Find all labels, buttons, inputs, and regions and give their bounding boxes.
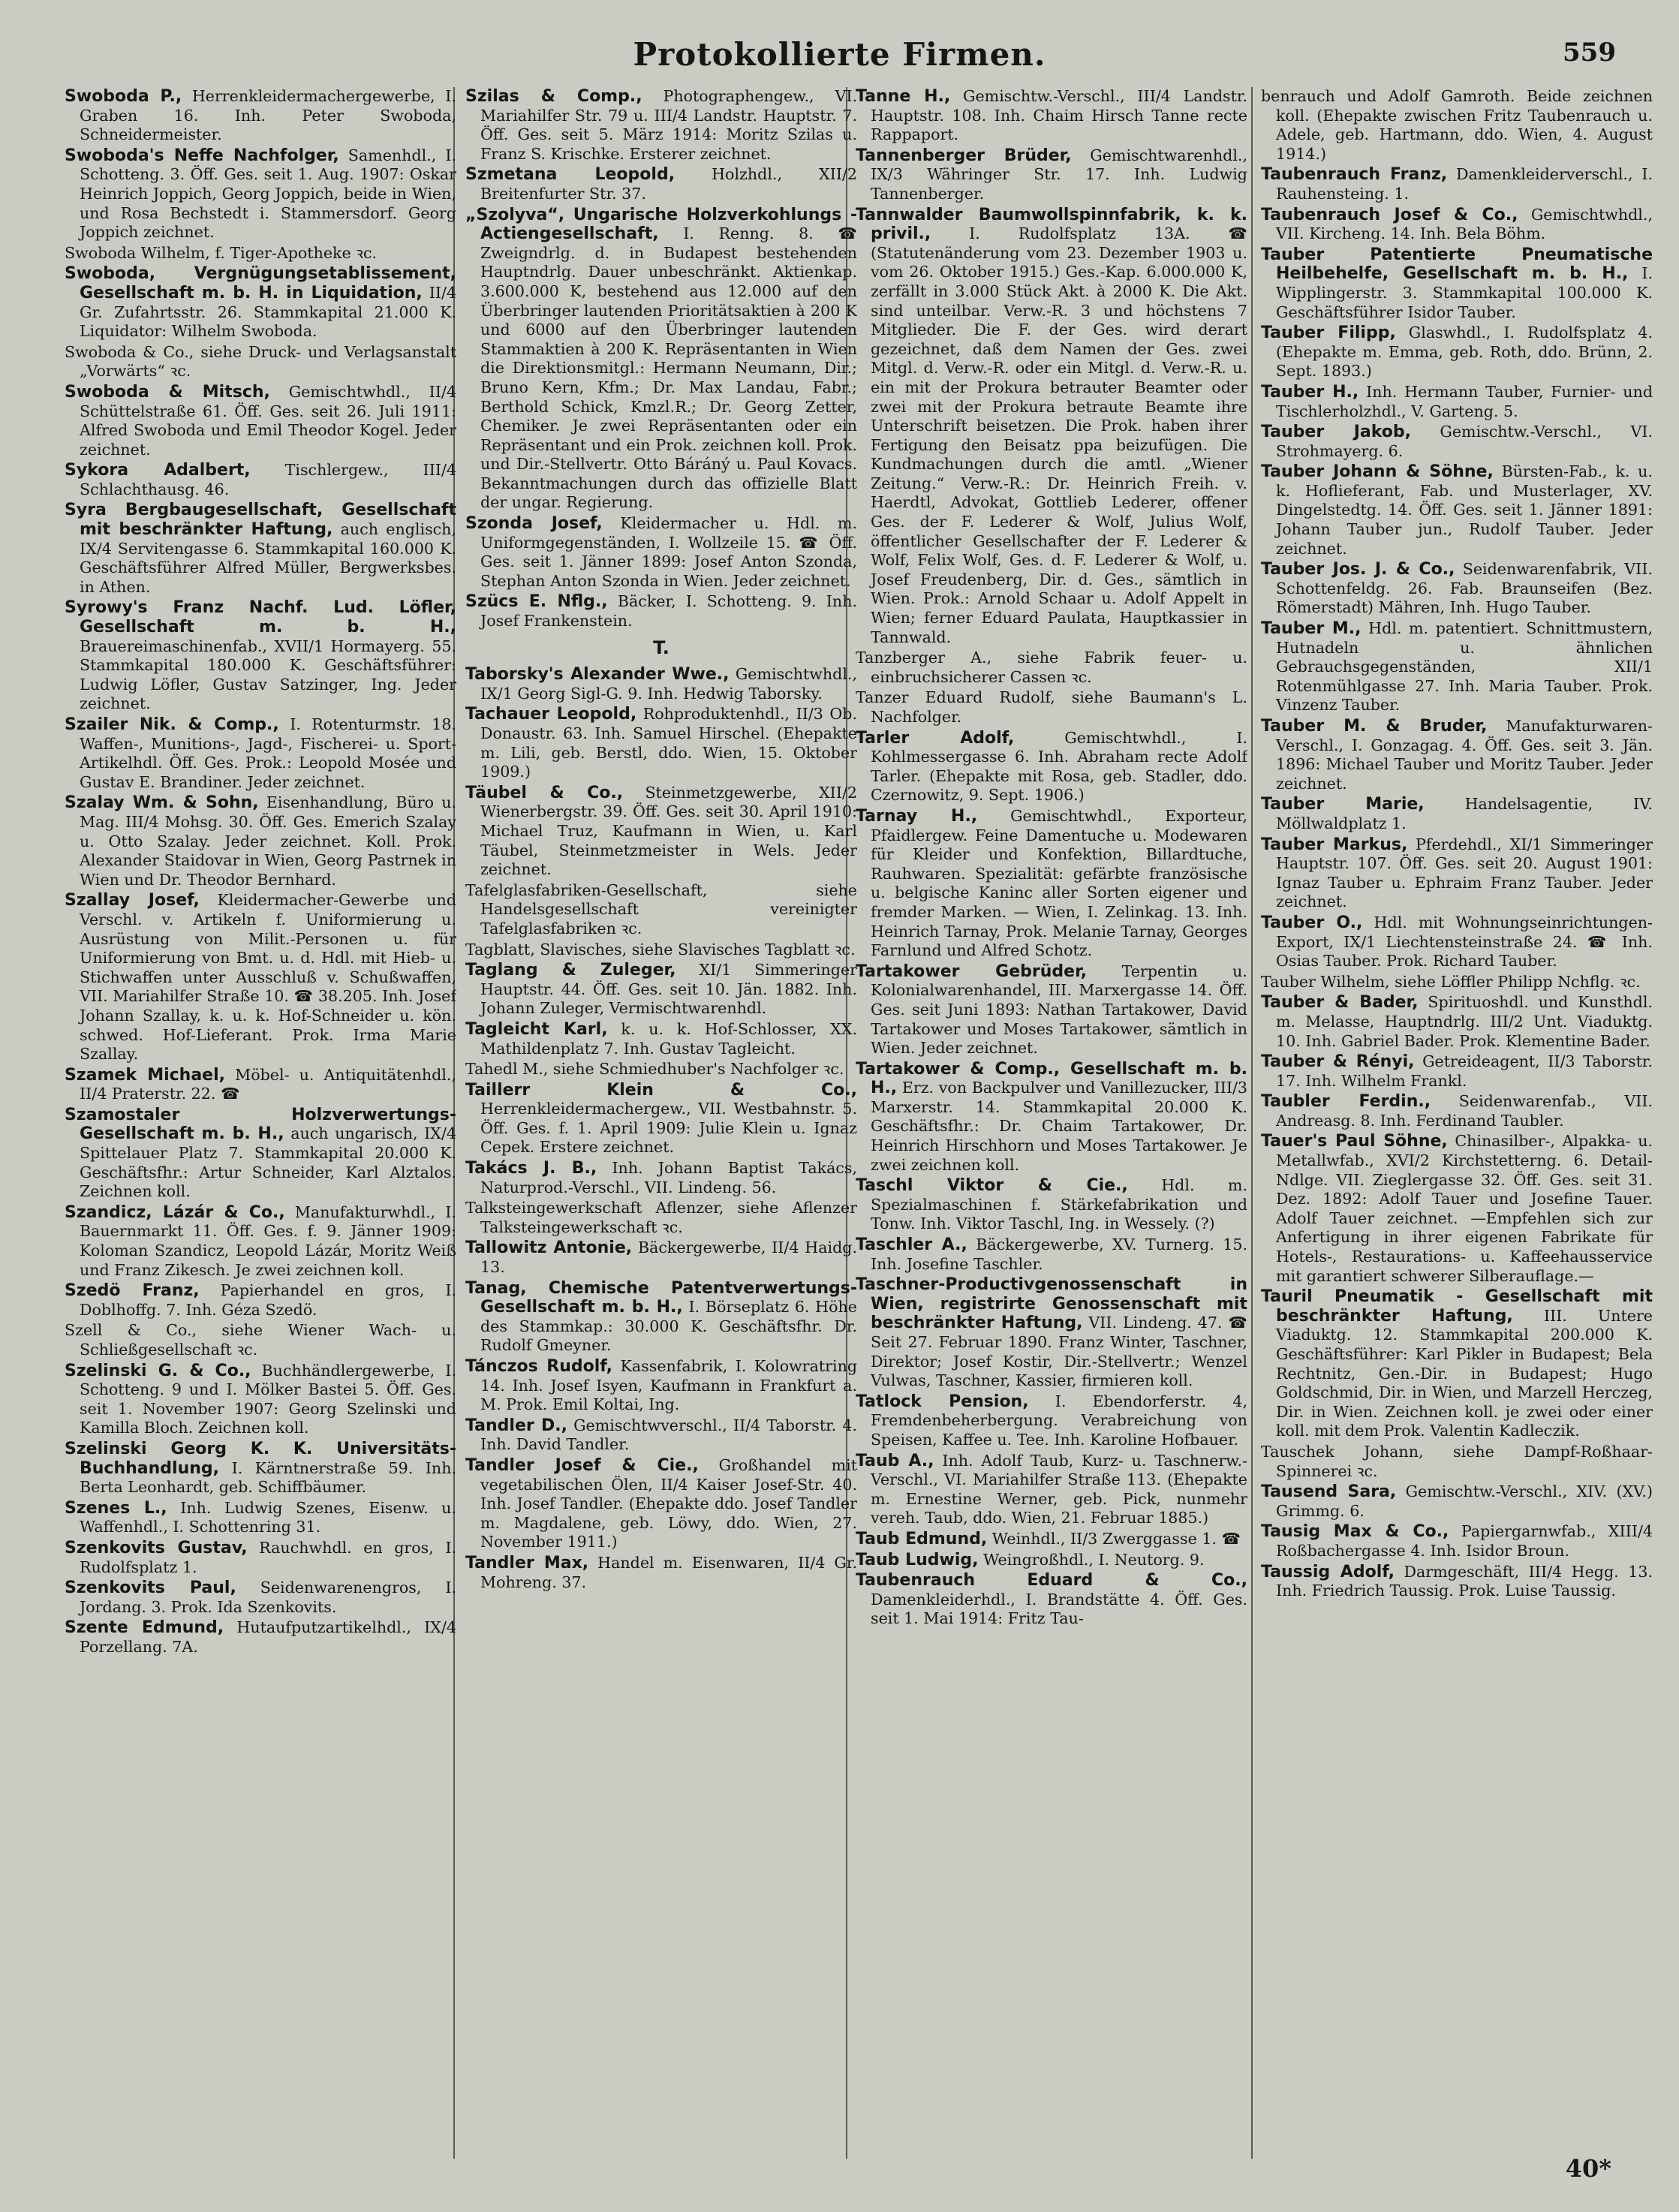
firm-entry [1261,1092,1653,1130]
firm-entry [65,383,456,459]
firm-name: Tauschek Johann, [1261,1442,1424,1461]
firm-entry [1261,206,1653,244]
firm-details: auch ungarisch, IX/4 Spittelauer Platz 7. Stammkapital 20.000 K. Geschäftsfhr.: Artur Schneider, Karl Alztalos. Zeichnen koll. [80,1124,456,1201]
firm-entry [1261,462,1653,558]
firm-name: Tafelglasfabriken-Gesellschaft, [465,880,708,899]
firm-details: Gemischtwhdl., Exporteur, Pfaidlergew. Feine Damentuche u. Modewaren für Kleider und Konfektion, Billardtuche, Rauhwaren. Spezialität: gefärbte französische u. belgische Kaninc aller Sorten eigener und fremder Marken. — Wien, I. Zelinkag. 13. Inh. Heinrich Tarnay, Prok. Melanie Tarnay, Georges Farnlund und Alfred Schotz. [871,806,1247,960]
firm-details: Tischlergew., III/4 Schlachthausg. 46. [80,461,456,498]
firm-entry [856,206,1247,648]
firm-name: Szilas & Comp., [465,87,642,106]
firm-details: I. Ebendorferstr. 4, Fremdenbeherbergung. Verabreichung von Speisen, Kaffee u. Tee. Inh. Karoline Hofbauer. [871,1392,1247,1449]
firm-details: benrauch und Adolf Gamroth. Beide zeichnen koll. (Ehepakte zwischen Fritz Taubenrauch u. Adele, geb. Hartmann, ddo. Wien, 4. August 1914.) [1261,87,1653,163]
firm-name: Tauber Wilhelm, [1261,972,1390,991]
firm-entry [856,688,1247,727]
firm-details: Handelsagentie, IV. Möllwaldplatz 1. [1276,795,1653,832]
firm-name: Swoboda P., [65,87,182,106]
firm-details: Bäckergewerbe, XV. Turnerg. 15. Inh. Josefine Taschler. [871,1235,1247,1273]
firm-entry [465,1199,857,1237]
firm-name: Swoboda Wilhelm, [65,243,210,262]
firm-details: Kleidermacher-Gewerbe und Verschl. v. Artikeln f. Uniformierung u. Ausrüstung von Milit.-Personen u. für Uniformierung von Bmt. u. d. Hdl. mit Hieb- u. Stichwaffen unter Ausschluß v. Schußwaffen, VII. Mariahilfer Straße 10. ☎ 38.205. Inh. Josef Johann Szallay, k. u. k. Hof-Schneider u. kön. schwed. Hof-Lieferant. Prok. Irma Marie Szallay. [80,891,456,1064]
firm-entry [1261,87,1653,164]
firm-entry [465,784,857,880]
signature-mark: 40* [1565,2154,1611,2183]
firm-name: Tartakower & Comp., Gesellschaft m. b. H., [856,1059,1247,1098]
firm-details: Manufakturwaren-Verschl., I. Gonzagag. 4. Öff. Ges. seit 3. Jän. 1896: Michael Tauber und Moritz Tauber. Jeder zeichnet. [1276,717,1653,793]
firm-entry [1261,1482,1653,1521]
firm-details: Holzhdl., XII/2 Breitenfurter Str. 37. [480,165,857,203]
firm-entry [465,206,857,513]
firm-entry [465,1279,857,1356]
firm-name: Szücs E. Nflg., [465,592,608,612]
firm-details: Inh. Ludwig Szenes, Eisenw. u. Waffenhdl., I. Schottenring 31. [80,1498,456,1536]
firm-entry [65,1618,456,1657]
firm-name: Tagleicht Karl, [465,1019,608,1039]
firm-details: Bäcker, I. Schotteng. 9. Inh. Josef Frankenstein. [480,592,857,630]
firm-details: Spirituoshdl. und Kunsthdl. m. Melasse, Hauptndrlg. III/2 Unt. Viaduktg. 10. Inh. Gabriel Bader. Prok. Klementine Bader. [1276,993,1653,1050]
firm-name: Szalay Wm. & Sohn, [65,793,259,813]
firm-details: f. Tiger-Apotheke ꝛc. [215,243,378,262]
firm-entry [65,1499,456,1537]
firm-entry [856,1571,1247,1629]
firm-name: Szenes L., [65,1498,167,1518]
firm-entry [856,962,1247,1058]
firm-entry [1261,165,1653,203]
firm-name: Taub A., [856,1451,934,1470]
firm-entry [465,665,857,703]
firm-details: Chinasilber-, Alpakka- u. Metallwfab., XVI/2 Kirchstetterng. 6. Detail-Ndlge. VII. Zieglergasse 32. Öff. Ges. seit 31. Dez. 1892: Adolf Tauer und Josefine Tauer. Adolf Tauer zeichnet. —Empfehlen sich zur Anfertigung in ihrer eigenen Fabrikate für Hotels-, Restaurations- u. Kaffeehausservice mit garantiert schwerer Silberauflage.— [1276,1132,1653,1285]
firm-details: Bürsten-Fab., k. u. k. Hoflieferant, Fab. und Musterlager, XV. Dingelstedtg. 14. Öff. Ges. seit 1. Jänner 1891: Johann Tauber jun., Rudolf Tauber. Jeder zeichnet. [1276,462,1653,558]
firm-entry [1261,993,1653,1051]
firm-entry [856,87,1247,145]
firm-entry [65,461,456,499]
firm-details: Hdl. mit Wohnungseinrichtungen-Export, IX/1 Liechtensteinstraße 24. ☎ Inh. Osias Tauber. Prok. Richard Tauber. [1276,913,1653,971]
firm-name: Szamostaler Holzverwertungs-Gesellschaft m. b. H., [65,1105,456,1144]
firm-entry [65,1440,456,1497]
firm-name: Taubler Ferdin., [1261,1092,1431,1112]
firm-name: Tatlock Pension, [856,1392,1029,1411]
firm-name: Tausend Sara, [1261,1482,1397,1502]
firm-entry [1261,619,1653,715]
firm-details: Steinmetzgewerbe, XII/2 Wienerbergstr. 39. Öff. Ges. seit 30. April 1910: Michael Truz, Kaufmann in Wien, u. Karl Täubel, Steinmetzmeister in Wels. Jeder zeichnet. [480,783,857,879]
firm-name: Taubenrauch Eduard & Co., [856,1571,1247,1591]
firm-details: Gemischtwverschl., II/4 Taborstr. 4. Inh. David Tandler. [480,1416,857,1454]
firm-name: Tauber Johann & Söhne, [1261,462,1494,482]
firm-name: Taub Edmund, [856,1529,988,1548]
firm-entry [65,501,456,597]
firm-name: Taussig Adolf, [1261,1562,1395,1582]
firm-name: Swoboda & Co., [65,342,194,361]
firm-details: Handel m. Eisenwaren, II/4 Gr. Mohreng. 37. [480,1553,857,1591]
firm-details: Großhandel mit vegetabilischen Ölen, II/4 Kaiser Josef-Str. 40. Inh. Josef Tandler. (Ehepakte ddo. Josef Tandler m. Magdalene, geb. Löwy, ddo. Wien, 27. November 1911.) [480,1455,857,1551]
firm-details: siehe Fabrik feuer- u. einbruchsicherer Cassen ꝛc. [871,649,1247,686]
firm-entry [1261,423,1653,461]
firm-entry [856,1176,1247,1234]
firm-entry [465,1020,857,1058]
firm-name: Tanzberger A., [856,649,992,667]
firm-name: Tauber Jos. J. & Co., [1261,560,1455,579]
firm-name: Szandicz, Lázár & Co., [65,1202,285,1222]
firm-details: Gemischtw.-Verschl., XIV. (XV.) Grimmg. 6. [1276,1482,1653,1520]
firm-details: Seidenwarenengros, I. Jordang. 3. Prok. Ida Szenkovits. [80,1578,456,1616]
firm-details: k. u. k. Hof-Schlosser, XX. Mathildenplatz 7. Inh. Gustav Tagleicht. [480,1019,857,1058]
column-4 [1261,87,1653,2151]
firm-details: Herrenkleidermachergewerbe, I. Graben 16. Inh. Peter Swoboda, Schneidermeister. [80,87,456,144]
firm-name: Swoboda & Mitsch, [65,382,270,402]
firm-entry [65,1539,456,1577]
firm-entry [856,146,1247,204]
firm-details: Seidenwarenfab., VII. Andreasg. 8. Inh. Ferdinand Taubler. [1276,1092,1653,1130]
firm-entry [65,715,456,792]
firm-details: Gemischtwhdl., II/4 Schüttelstraße 61. Öff. Ges. seit 26. Juli 1911: Alfred Swoboda und Emil Theodor Kogel. Jeder zeichnet. [80,382,456,459]
firm-details: Weinhdl., II/3 Zwerggasse 1. ☎ [991,1529,1241,1548]
firm-details: I. Rudolfsplatz 13A. ☎ (Statutenänderung vom 23. Dezember 1903 u. vom 26. Oktober 1915.) Ges.-Kap. 6.000.000 K, zerfällt in 3.000 Stück Akt. à 2000 K. Die Akt. sind unteilbar. Verw.-R. 3 und höchstens 7 Mitglieder. Die F. der Ges. wird derart gezeichnet, daß dem Namen der Ges. zwei Mitgl. d. Verw.-R. oder ein Mitgl. d. Verw.-R. u. ein mit der Prokura betrauter Beamter oder zwei mit der Prokura betraute Beamte ihre Unterschrift beisetzen. Die Prok. haben ihrer Fertigung den Beisatz ppa beizufügen. Die Kundmachungen durch die amtl. „Wiener Zeitung.“ Verw.-R.: Dr. Heinrich Freih. v. Haerdtl, Advokat, Gottlieb Lederer, offener Ges. der F. Lederer & Wolf, Julius Wolf, öffentlicher Gesellschafter der F. Lederer & Wolf, Felix Wolf, Ges. d. F. Lederer & Wolf, u. Josef Freudenberg, Dir. d. Ges., sämtlich in Wien. Prok.: Arnold Schaar u. Adolf Appelt in Wien; ferner Eduard Paulata, Hauptkassier in Tannwald. [871,224,1247,646]
firm-entry [856,1452,1247,1528]
firm-details: Glaswhdl., I. Rudolfsplatz 4. (Ehepakte m. Emma, geb. Roth, ddo. Brünn, 2. Sept. 1893.) [1276,324,1653,381]
firm-details: Hutaufputzartikelhdl., IX/4 Porzellang. 7A. [80,1618,456,1656]
firm-details: Papiergarnwfab., XIII/4 Roßbachergasse 4. Inh. Isidor Broun. [1276,1522,1653,1560]
firm-name: Szonda Josef, [465,514,603,534]
firm-entry [65,891,456,1064]
firm-name: Tanzer Eduard Rudolf, [856,688,1055,707]
firm-entry [465,1081,857,1157]
firm-entry [65,1203,456,1280]
firm-entry [465,87,857,164]
page-number: 559 [1563,38,1616,68]
firm-entry [1261,245,1653,322]
firm-details: Herrenkleidermachergew., VII. Westbahnstr. 5. Öff. Ges. f. 1. April 1909: Julie Klein u. Ignaz Cepek. Erstere zeichnet. [480,1100,857,1157]
firm-details: Erz. von Backpulver und Vanillezucker, III/3 Marxerstr. 14. Stammkapital 20.000 K. Geschäftsfhr.: Dr. Chaim Tartakower, Dr. Heinrich Hirschhorn und Moses Tartakower. Je zwei zeichnen koll. [871,1079,1247,1174]
firm-details: Gemischtwarenhdl., IX/3 Währinger Str. 17. Inh. Ludwig Tannenberger. [871,146,1247,203]
firm-name: Tauber M. & Bruder, [1261,717,1488,736]
firm-details: Bäckergewerbe, II/4 Haidg. 13. [480,1238,857,1277]
firm-entry [465,514,857,591]
firm-entry [1261,1443,1653,1481]
firm-name: Tausig Max & Co., [1261,1522,1449,1542]
firm-name: Tartakower Gebrüder, [856,962,1088,981]
running-title: Protokollierte Firmen. [633,36,1046,73]
firm-name: Tahedl M., [465,1060,549,1079]
firm-entry [1261,835,1653,912]
firm-name: Täubel & Co., [465,783,624,802]
firm-entry [1261,717,1653,793]
firm-entry [65,598,456,714]
firm-name: Taubenrauch Josef & Co., [1261,205,1518,224]
firm-entry [1261,1522,1653,1560]
firm-details: Samenhdl., I. Schotteng. 3. Öff. Ges. seit 1. Aug. 1907: Oskar Heinrich Joppich, Georg Joppich, beide in Wien, und Rosa Bechstedt i. Stammersdorf. Georg Joppich zeichnet. [80,146,456,242]
firm-entry [1261,1287,1653,1441]
firm-details: Möbel- u. Antiquitätenhdl., II/4 Praterstr. 22. ☎ [80,1065,456,1103]
firm-details: Buchhändlergewerbe, I. Schotteng. 9 und I. Mölker Bastei 5. Öff. Ges. seit 1. November 1907: Georg Szelinski und Kamilla Bloch. Zeichnen koll. [80,1361,456,1437]
firm-details: Hdl. m. Spezialmaschinen f. Stärkefabrikation und Tonw. Inh. Viktor Taschl, Ing. in Wessely. (?) [871,1176,1247,1233]
firm-details: Gemischtwhdl., VII. Kircheng. 14. Inh. Bela Böhm. [1276,205,1653,243]
firm-name: Taschner-Productivgenossenschaft in Wien, registrirte Genossenschaft mit beschränkter Haftung, [856,1275,1247,1333]
firm-name: Szente Edmund, [65,1618,224,1638]
firm-name: Syrowy's Franz Nachf. Lud. Löfler, Gesellschaft m. b. H., [65,598,456,637]
firm-details: Rohproduktenhdl., II/3 Ob. Donaustr. 63. Inh. Samuel Hirschel. (Ehepakte m. Lili, geb. Berstl, ddo. Wien, 15. Oktober 1909.) [480,705,857,781]
firm-entry [465,961,857,1019]
firm-details: siehe Baumann's L. Nachfolger. [871,688,1247,726]
firm-entry [856,729,1247,805]
column-rule [1251,87,1253,2159]
firm-entry [1261,795,1653,833]
firm-entry [1261,383,1653,421]
firm-details: siehe Druck- und Verlagsanstalt „Vorwärts“ ꝛc. [80,342,456,381]
firm-name: Tauber Markus, [1261,835,1408,854]
firm-details: siehe Dampf-Roßhaar-Spinnerei ꝛc. [1276,1442,1653,1480]
firm-details: Eisenhandlung, Büro u. Mag. III/4 Mohsg. 30. Öff. Ges. Emerich Szalay u. Otto Szalay. Jeder zeichnet. Koll. Prok. Alexander Staidovar in Wien, Georg Pastrnek in Wien und Dr. Theodor Bernhard. [80,793,456,889]
firm-details: I. Wipplingerstr. 3. Stammkapital 100.000 K. Geschäftsführer Isidor Tauber. [1276,264,1653,321]
firm-name: Tandler Max, [465,1553,589,1572]
firm-entry [465,705,857,781]
firm-entry [856,1551,1247,1570]
firm-name: Szailer Nik. & Comp., [65,715,279,734]
firm-details: I. Rotenturmstr. 18. Waffen-, Munitions-, Jagd-, Fischerei- u. Sport-Artikelhdl. Öff. Ges. Prok.: Leopold Mosée und Gustav E. Brandiner. Jeder zeichnet. [80,715,456,791]
firm-name: Tannwalder Baumwollspinnfabrik, k. k. privil., [856,205,1247,244]
firm-name: Tandler Josef & Cie., [465,1455,699,1475]
firm-details: III. Untere Viaduktg. 12. Stammkapital 200.000 K. Geschäftsführer: Karl Pikler in Budapest; Bela Rechtnitz, Gen.-Dir. in Budapest; Hugo Goldschmid, Dir. in Wien, und Marzell Herczeg, Dir. in Wien. Zeichnen koll. je zwei oder einer koll. mit dem Prok. Valentin Kadleczik. [1276,1306,1653,1440]
firm-name: Tauber & Bader, [1261,993,1419,1013]
firm-details: Gemischtwhdl., IX/1 Georg Sigl-G. 9. Inh. Hedwig Taborsky. [480,665,857,703]
firm-name: Tauber Jakob, [1261,423,1411,442]
firm-details: Damenkleiderhdl., I. Brandstätte 4. Öff. Ges. seit 1. Mai 1914: Fritz Tau- [871,1590,1247,1628]
firm-entry [856,1392,1247,1450]
firm-name: „Szolyva“, Ungarische Holzverkohlungs - Actiengesellschaft, [465,205,857,244]
firm-entry [1261,913,1653,971]
firm-details: Hdl. m. patentiert. Schnittmustern, Hutnadeln u. ähnlichen Gebrauchsgegenständen, XII/1 Rotenmühlgasse 27. Inh. Maria Tauber. Prok. Vinzenz Tauber. [1276,619,1653,715]
firm-details: auch englisch, IX/4 Servitengasse 6. Stammkapital 160.000 K. Geschäftsführer Alfred Müller, Bergwerksbes. in Athen. [80,520,456,596]
firm-entry [65,244,456,263]
firm-entry [65,1578,456,1617]
firm-name: Takács J. B., [465,1159,597,1178]
firm-details: Photographengew., VI. Mariahilfer Str. 79 u. III/4 Landstr. Hauptstr. 7. Öff. Ges. seit 5. März 1914: Moritz Szilas u. Franz S. Krischke. Ersterer zeichnet. [480,87,857,163]
firm-name: Taubenrauch Franz, [1261,165,1448,185]
firm-entry [465,165,857,203]
firm-details: Inh. Johann Baptist Takács, Naturprod.-Verschl., VII. Lindeng. 56. [480,1159,857,1196]
firm-entry [465,1416,857,1455]
firm-details: Terpentin u. Kolonialwarenhandel, III. Marxergasse 14. Öff. Ges. seit Juni 1893: Nathan Tartakower, David Tartakower und Moses Tartakower, sämtlich in Wien. Jeder zeichnet. [871,962,1247,1058]
firm-name: Tarnay H., [856,806,978,826]
firm-entry [1261,1052,1653,1091]
firm-details: Kleidermacher u. Hdl. m. Uniformgegenständen, I. Wollzeile 15. ☎ Öff. Ges. seit 1. Jänner 1899: Josef Anton Szonda, Stephan Anton Szonda in Wien. Jeder zeichnet. [480,514,857,590]
firm-details: Inh. Adolf Taub, Kurz- u. Taschnerw.-Verschl., VI. Mariahilfer Straße 113. (Ehepakte m. Ernestine Werner, geb. Pick, nunmehr vereh. Taub, ddo. Wien, 21. Februar 1885.) [871,1451,1247,1527]
firm-name: Tauber Filipp, [1261,324,1396,343]
firm-details: Gemischtwhdl., I. Kohlmessergasse 6. Inh. Abraham recte Adolf Tarler. (Ehepakte mit Rosa, geb. Stadler, ddo. Czernowitz, 9. Sept. 1906.) [871,728,1247,805]
firm-entry [465,592,857,630]
firm-entry [465,1060,857,1079]
firm-name: Tachauer Leopold, [465,705,637,724]
firm-details: Kassenfabrik, I. Kolowratring 14. Inh. Josef Isyen, Kaufmann in Frankfurt a. M. Prok. Emil Koltai, Ing. [480,1357,857,1414]
firm-details: Gemischtw.-Verschl., III/4 Landstr. Hauptstr. 108. Inh. Chaim Hirsch Tanne recte Rappaport. [871,87,1247,144]
firm-entry [65,1362,456,1438]
firm-details: VII. Lindeng. 47. ☎ Seit 27. Februar 1890. Franz Winter, Taschner, Direktor; Josef Kostir, Dir.-Stellvertr.; Wenzel Vulwas, Taschner, Kassier, firmieren koll. [871,1314,1247,1390]
column-1 [65,87,456,2151]
firm-entry [856,1235,1247,1274]
firm-name: Szallay Josef, [65,891,200,910]
firm-entry [465,1456,857,1552]
firm-entry [65,264,456,341]
firm-name: Szell & Co., [65,1321,197,1340]
firm-details: Gemischtw.-Verschl., VI. Strohmayerg. 6. [1276,423,1653,460]
firm-entry [856,1530,1247,1549]
firm-name: Szmetana Leopold, [465,165,676,185]
firm-details: Manufakturwhdl., I. Bauernmarkt 11. Öff. Ges. f. 9. Jänner 1909: Koloman Szandicz, Leopold Lázár, Moritz Weiß und Franz Zikesch. Je zwei zeichnen koll. [80,1202,456,1279]
firm-name: Szelinski G. & Co., [65,1361,251,1380]
firm-name: Tarler Adolf, [856,728,1015,748]
firm-entry [1261,324,1653,381]
firm-entry [65,1106,456,1202]
firm-details: Weingroßhdl., I. Neutorg. 9. [983,1550,1205,1569]
firm-name: Talksteingewerkschaft Aflenzer, [465,1199,724,1217]
firm-details: Inh. Hermann Tauber, Furnier- und Tischlerholzhdl., V. Garteng. 5. [1276,382,1653,420]
firm-entry [1261,560,1653,618]
firm-entry [65,1066,456,1104]
firm-entry [465,1238,857,1277]
firm-name: Sykora Adalbert, [65,461,251,480]
firm-details: siehe Aflenzer Talksteingewerkschaft ꝛc. [480,1199,857,1236]
firm-entry [856,807,1247,961]
firm-details: I. Börseplatz 6. Höhe des Stammkap.: 30.000 K. Geschäftsfhr. Dr. Rudolf Gmeyner. [480,1298,857,1355]
firm-entry [65,1281,456,1320]
firm-details: Seidenwarenfabrik, VII. Schottenfeldg. 26. Fab. Braunseifen (Bez. Römerstadt) Mähren, Inh. Hugo Tauber. [1276,560,1653,617]
firm-details: siehe Löffler Philipp Nchflg. ꝛc. [1395,972,1641,991]
firm-entry [65,87,456,145]
firm-name: Tauber Patentierte Pneumatische Heilbehelfe, Gesellschaft m. b. H., [1261,245,1653,284]
firm-name: Tauber O., [1261,913,1363,932]
firm-name: Tandler D., [465,1416,567,1435]
firm-entry [856,1275,1247,1391]
firm-name: Swoboda's Neffe Nachfolger, [65,146,339,165]
firm-name: Taschler A., [856,1235,967,1255]
firm-details: I. Kärntnerstraße 59. Inh. Berta Leonhardt, geb. Schiffbäumer. [80,1458,456,1497]
firm-entry [65,1321,456,1359]
firm-entry [65,146,456,242]
firm-name: Taub Ludwig, [856,1550,979,1569]
firm-name: Tauber H., [1261,382,1359,402]
firm-name: Szenkovits Paul, [65,1578,236,1598]
column-3 [856,87,1247,2151]
firm-name: Taillerr Klein & Co., [465,1080,857,1100]
firm-details: siehe Schmiedhuber's Nachfolger ꝛc. [552,1060,844,1079]
firm-entry [465,1357,857,1415]
firm-details: siehe Wiener Wach- u. Schließgesellschaft ꝛc. [80,1321,456,1359]
firm-details: I. Renng. 8. ☎ Zweigndrlg. d. in Budapest bestehenden Hauptndrlg. Dauer unbeschränkt. Aktienkap. 3.600.000 K, bestehend aus 12.000 auf den Überbringer lautenden Prioritätsaktien à 200 K und 6000 auf den Überbringer lautenden Stammaktien à 200 K. Repräsentanten in Wien die Direktionsmitgl.: Hermann Neumann, Dir.; Bruno Kern, Kfm.; Dr. Max Landau, Fabr.; Berthold Schick, Kmzl.R.; Dr. Georg Zetter, Chemiker. Je zwei Repräsentanten oder ein Repräsentant und ein Prok. zeichnen koll. Prok. und Dir.-Stellvertr. Otto Báráný u. Paul Kovacs. Bekanntmachungen durch das offizielle Blatt der ungar. Regierung. [480,224,857,512]
firm-name: Tagblatt, Slavisches, [465,940,627,959]
firm-entry [65,343,456,381]
firm-details: II/4 Gr. Zufahrtsstr. 26. Stammkapital 21.000 K. Liquidator: Wilhelm Swoboda. [80,283,456,341]
firm-name: Tánczos Rudolf, [465,1357,613,1376]
firm-details: siehe Slavisches Tagblatt ꝛc. [631,940,856,959]
firm-entry [856,649,1247,687]
firm-entry [465,940,857,960]
firm-name: Szenkovits Gustav, [65,1538,248,1557]
firm-entry [1261,973,1653,992]
firm-details: Brauereimaschinenfab., XVII/1 Hormayerg. 55. Stammkapital 180.000 K. Geschäftsführer: Ludwig Löfler, Gustav Satzinger, Ing. Jeder zeichnet. [80,637,456,713]
firm-entry [465,1159,857,1197]
firm-name: Tanag, Chemische Patentverwertungs-Gesellschaft m. b. H., [465,1278,857,1317]
firm-name: Taschl Viktor & Cie., [856,1176,1128,1196]
firm-name: Tanne H., [856,87,951,106]
firm-name: Tauer's Paul Söhne, [1261,1132,1448,1151]
firm-entry [465,1554,857,1592]
firm-entry [465,881,857,939]
page-header [0,27,1679,80]
firm-name: Tauber & Rényi, [1261,1052,1415,1072]
firm-name: Szelinski Georg K. K. Universitäts-Buchhandlung, [65,1439,456,1478]
firm-details: Rauchwhdl. en gros, I. Rudolfsplatz 1. [80,1538,456,1576]
firm-details: Darmgeschäft, III/4 Hegg. 13. Inh. Friedrich Taussig. Prok. Luise Taussig. [1276,1562,1653,1600]
firm-name: Taborsky's Alexander Wwe., [465,665,730,685]
firm-name: Tauber M., [1261,619,1362,639]
firm-name: Swoboda, Vergnügungsetablissement, Gesellschaft m. b. H. in Liquidation, [65,264,456,302]
firm-entry [1261,1132,1653,1286]
firm-details: XI/1 Simmeringer Hauptstr. 44. Öff. Ges. seit 10. Jän. 1882. Inh. Johann Zuleger, Vermischtwarenhdl. [480,961,857,1018]
firm-name: Taglang & Zuleger, [465,961,676,980]
firm-details: Papierhandel en gros, I. Doblhoffg. 7. Inh. Géza Szedö. [80,1281,456,1319]
firm-name: Tallowitz Antonie, [465,1238,633,1258]
firm-details: siehe Handelsgesellschaft vereinigter Tafelglasfabriken ꝛc. [480,880,857,937]
firm-name: Syra Bergbaugesellschaft, Gesellschaft mit beschränkter Haftung, [65,501,456,540]
firm-entry [1261,1563,1653,1601]
firm-details: Getreideagent, II/3 Taborstr. 17. Inh. Wilhelm Frankl. [1276,1052,1653,1090]
firm-name: Tauril Pneumatik - Gesellschaft mit beschränkter Haftung, [1261,1287,1653,1326]
column-2 [465,87,857,2151]
firm-name: Tannenberger Brüder, [856,146,1072,165]
firm-details: Pferdehdl., XI/1 Simmeringer Hauptstr. 107. Öff. Ges. seit 20. August 1901: Ignaz Tauber u. Ephraim Franz Tauber. Jeder zeichnet. [1276,835,1653,911]
firm-name: Szamek Michael, [65,1065,225,1085]
firm-entry [65,793,456,889]
firm-name: Szedö Franz, [65,1281,200,1301]
firm-details: Damenkleiderverschl., I. Rauhensteing. 1. [1276,165,1653,203]
firm-entry [856,1060,1247,1175]
section-heading: T. [653,637,669,658]
firm-name: Tauber Marie, [1261,795,1425,814]
